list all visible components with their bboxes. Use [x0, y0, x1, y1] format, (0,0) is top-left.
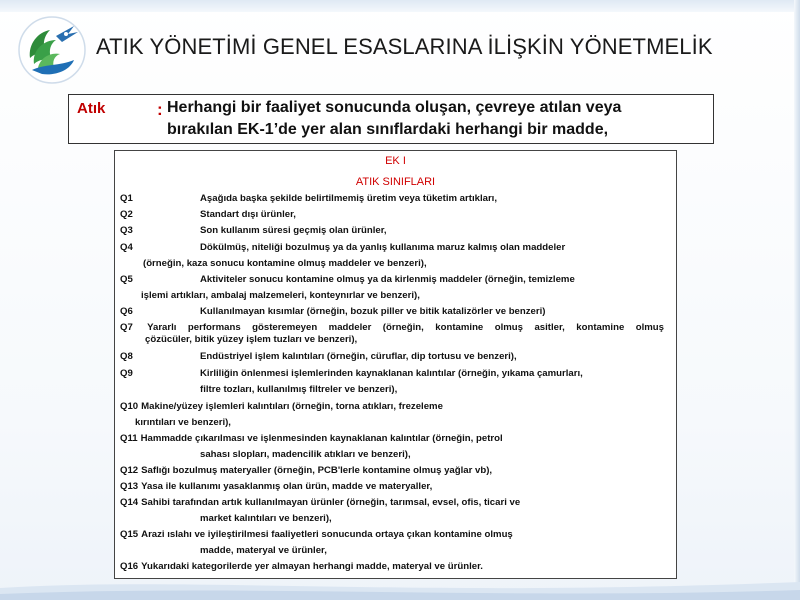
row-continuation: (örneğin, kaza sonucu kontamine olmuş maddeler ve benzeri), [143, 258, 427, 269]
row-text: Endüstriyel işlem kalıntıları (örneğin, cüruflar, dip tortusu ve benzeri), [200, 351, 517, 362]
ministry-logo-icon [16, 14, 88, 86]
annex-subheading: ATIK SINIFLARI [355, 176, 436, 188]
row-code: Q3 [120, 225, 133, 236]
annex-row [120, 322, 664, 333]
row-text: Aktiviteler sonucu kontamine olmuş ya da kirlenmiş maddeler (örneğin, temizleme [200, 274, 575, 285]
annex-row [120, 497, 520, 508]
row-text: Aşağıda başka şekilde belirtilmemiş üretim veya tüketim artıkları, [200, 193, 498, 204]
row-continuation: kırıntıları ve benzeri), [135, 417, 231, 428]
annex-row [120, 368, 583, 379]
row-code: Q1 [120, 193, 133, 204]
row-continuation: sahası slopları, madencilik atıkları ve benzeri), [200, 449, 411, 460]
row-text: Yararlı performans gösteremeyen maddeler (örneğin, kontamine olmuş asitler, kontamine olmuş [147, 322, 664, 333]
row-continuation: filtre tozları, kullanılmış filtreler ve benzeri), [200, 384, 398, 395]
annex-row [120, 481, 432, 492]
definition-box [68, 94, 714, 144]
annex-row [120, 401, 443, 412]
annex-row [120, 274, 575, 285]
row-text: Standart dışı ürünler, [200, 209, 296, 220]
definition-colon: : [157, 100, 163, 119]
row-code: Q15 [120, 529, 139, 540]
row-continuation: market kalıntıları ve benzeri), [200, 513, 332, 524]
slide-title: ATIK YÖNETİMİ GENEL ESASLARINA İLİŞKİN YÖNETMELİK [96, 34, 713, 59]
annex-row [120, 193, 497, 204]
row-code: Q11 [120, 433, 138, 444]
row-code: Q5 [120, 274, 133, 285]
row-text: Kullanılmayan kısımlar (örneğin, bozuk piller ve bitik katalizörler ve benzeri) [200, 306, 546, 317]
annex-box [114, 150, 677, 579]
row-code: Q6 [120, 306, 133, 317]
definition-line-2: bırakılan EK-1’de yer alan sınıflardaki herhangi bir madde, [167, 121, 609, 138]
annex-row [120, 465, 492, 476]
annex-heading: EK I [385, 155, 406, 167]
definition-line-1: Herhangi bir faaliyet sonucunda oluşan, çevreye atılan veya [167, 99, 622, 116]
row-text: Yukarıdaki kategorilerde yer almayan herhangi madde, materyal ve ürünler. [141, 561, 483, 572]
row-text: Kirliliğin önlenmesi işlemlerinden kaynaklanan kalıntılar (örneğin, yıkama çamurları, [200, 368, 583, 379]
annex-row [120, 242, 565, 253]
annex-row [120, 225, 387, 236]
top-band [0, 0, 800, 12]
row-text: Arazi ıslahı ve iyileştirilmesi faaliyetleri sonucunda ortaya çıkan kontamine olmuş [141, 529, 513, 540]
annex-row [120, 529, 513, 540]
row-code: Q4 [120, 242, 133, 253]
row-text: Hammadde çıkarılması ve işlenmesinden kaynaklanan kalıntılar (örneğin, petrol [140, 433, 503, 444]
row-text: Yasa ile kullanımı yasaklanmış olan ürün, madde ve materyaller, [141, 481, 433, 492]
row-code: Q12 [120, 465, 139, 476]
row-continuation: işlemi artıkları, ambalaj malzemeleri, konteynırlar ve benzeri), [141, 290, 420, 301]
row-text: Dökülmüş, niteliği bozulmuş ya da yanlış kullanıma maruz kalmış olan maddeler [200, 242, 566, 253]
row-text: Sahibi tarafından artık kullanılmayan ürünler (örneğin, tarımsal, evsel, ofis, ticari ve [141, 497, 521, 508]
annex-row [120, 433, 503, 444]
row-code: Q9 [120, 368, 133, 379]
annex-row [120, 209, 296, 220]
annex-row [120, 561, 483, 572]
row-code: Q13 [120, 481, 139, 492]
row-text: Makine/yüzey işlemleri kalıntıları (örneğin, torna atıkları, frezeleme [141, 401, 443, 412]
row-continuation: madde, materyal ve ürünler, [200, 545, 327, 556]
row-text: Saflığı bozulmuş materyaller (örneğin, PCB'lerle kontamine olmuş yağlar vb), [141, 465, 493, 476]
annex-row [120, 351, 517, 362]
row-code: Q10 [120, 401, 139, 412]
right-edge-decoration [794, 0, 800, 600]
row-code: Q16 [120, 561, 139, 572]
row-code: Q2 [120, 209, 133, 220]
row-code: Q8 [120, 351, 133, 362]
annex-row [120, 306, 545, 317]
row-code: Q14 [120, 497, 139, 508]
row-code: Q7 [120, 322, 133, 333]
row-text: Son kullanım süresi geçmiş olan ürünler, [200, 225, 387, 236]
row-continuation: çözücüler, bitik yüzey işlem tuzları ve benzeri), [145, 334, 358, 345]
definition-term: Atık [77, 100, 106, 117]
